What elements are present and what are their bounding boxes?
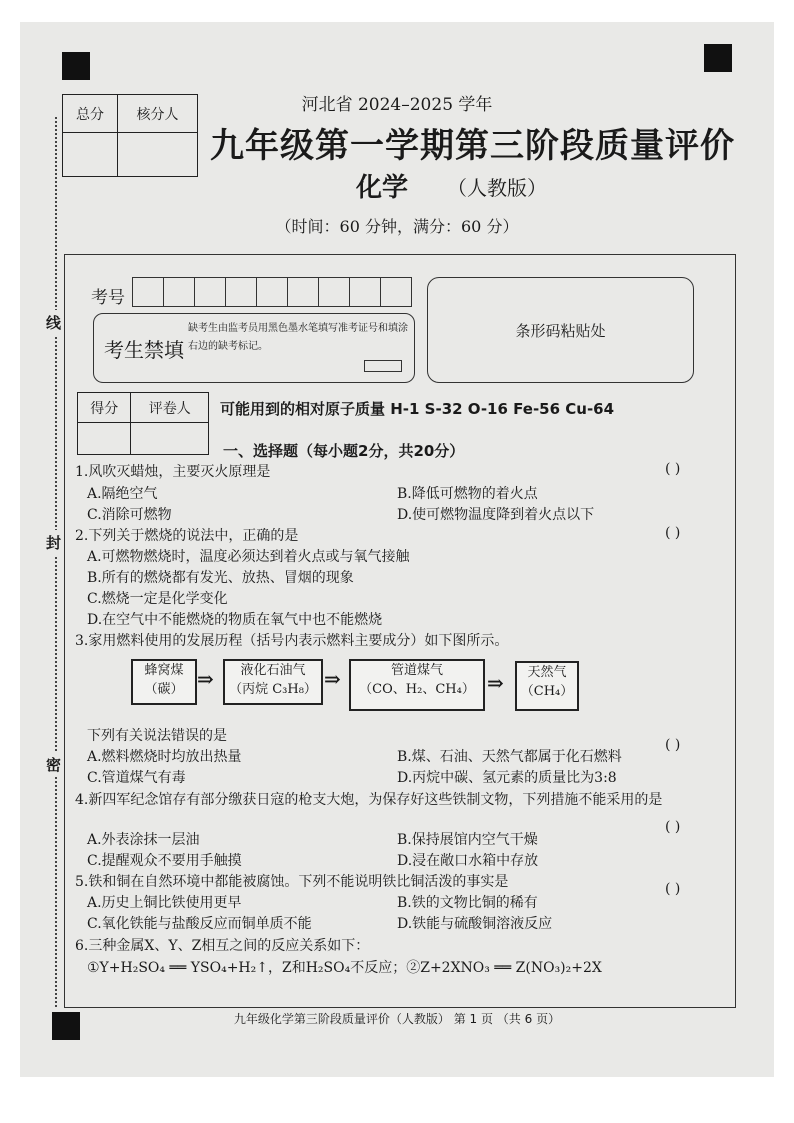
notice-title: 考生禁填 — [104, 338, 184, 362]
registration-mark-top-left — [62, 52, 90, 80]
q4-option-c: C.提醒观众不要用手触摸 — [87, 853, 242, 869]
digit-box[interactable] — [349, 277, 381, 307]
q3-sub-stem: 下列有关说法错误的是 — [87, 728, 227, 744]
registration-mark-top-right — [704, 44, 732, 72]
q1-answer-paren[interactable]: ( ) — [665, 461, 681, 477]
flow-arrow-icon: ⇒ — [197, 667, 214, 691]
q1-option-a: A.隔绝空气 — [87, 486, 158, 502]
score-checker-cell[interactable] — [118, 133, 198, 177]
digit-box[interactable] — [380, 277, 412, 307]
question-frame — [64, 254, 736, 1008]
flow-box-name: 天然气 — [527, 665, 567, 680]
exam-sheet — [20, 22, 774, 1077]
q6-reactions: ①Y+H₂SO₄ ══ YSO₄+H₂↑，Z和H₂SO₄不反应；②Z+2XNO₃ ══ Z(NO₃)₂+2X — [87, 960, 602, 976]
q5-option-a: A.历史上铜比铁使用更早 — [87, 895, 242, 911]
flow-box-honeycomb-coal — [131, 659, 197, 705]
score-checker-label: 核分人 — [118, 95, 198, 133]
q5-option-d: D.铁能与硫酸铜溶液反应 — [397, 916, 553, 932]
flow-box-formula: （丙烷 C₃H₈） — [229, 682, 317, 697]
q2-answer-paren[interactable]: ( ) — [665, 525, 681, 541]
exam-number-label: 考号 — [91, 288, 125, 308]
q4-stem: 4.新四军纪念馆存有部分缴获日寇的枪支大炮，为保存好这些铁制文物，下列措施不能采用的是 — [75, 792, 663, 808]
grader-score-cell[interactable] — [78, 423, 131, 455]
q2-option-a: A.可燃物燃烧时，温度必须达到着火点或与氧气接触 — [87, 549, 410, 565]
q1-option-c: C.消除可燃物 — [87, 507, 172, 523]
digit-box[interactable] — [256, 277, 288, 307]
flow-box-name: 液化石油气 — [240, 663, 306, 678]
q1-stem: 1.风吹灭蜡烛，主要灭火原理是 — [75, 464, 271, 480]
atomic-masses: 可能用到的相对原子质量 H-1 S-32 O-16 Fe-56 Cu-64 — [220, 400, 615, 418]
digit-box[interactable] — [163, 277, 195, 307]
page-footer: 九年级化学第三阶段质量评价（人教版） 第 1 页 （共 6 页） — [233, 1012, 561, 1026]
total-score-cell[interactable] — [63, 133, 118, 177]
binding-line — [55, 117, 57, 1007]
grader-score-label: 得分 — [78, 393, 131, 423]
q1-option-d: D.使可燃物温度降到着火点以下 — [397, 507, 595, 523]
flow-arrow-icon: ⇒ — [324, 667, 341, 691]
q3-option-b: B.煤、石油、天然气都属于化石燃料 — [397, 749, 622, 765]
q2-option-b: B.所有的燃烧都有发光、放热、冒烟的现象 — [87, 570, 354, 586]
grader-table — [77, 392, 209, 455]
notice-text: 缺考生由监考员用黑色墨水笔填写准考证号和填涂右边的缺考标记。 — [188, 323, 408, 352]
flow-box-lpg — [223, 659, 323, 705]
q3-option-c: C.管道煤气有毒 — [87, 770, 186, 786]
barcode-area — [427, 277, 694, 383]
q5-answer-paren[interactable]: ( ) — [665, 881, 681, 897]
barcode-label: 条形码粘贴处 — [515, 322, 606, 340]
q3-option-a: A.燃料燃烧时均放出热量 — [87, 749, 242, 765]
digit-box[interactable] — [225, 277, 257, 307]
flow-box-formula: （碳） — [144, 682, 184, 697]
binding-label-bottom: 密 — [46, 752, 61, 777]
candidate-notice-box — [93, 313, 415, 383]
edition-label: （人教版） — [447, 176, 547, 200]
q3-answer-paren[interactable]: ( ) — [665, 737, 681, 753]
digit-box[interactable] — [132, 277, 164, 307]
q2-stem: 2.下列关于燃烧的说法中，正确的是 — [75, 528, 299, 544]
absent-mark-box[interactable] — [364, 360, 402, 372]
exam-number-boxes[interactable] — [133, 277, 412, 307]
q4-answer-paren[interactable]: ( ) — [665, 819, 681, 835]
main-title: 九年级第一学期第三阶段质量评价 — [210, 126, 735, 166]
binding-label-top: 线 — [46, 310, 61, 335]
flow-box-formula: （CO、H₂、CH₄） — [359, 682, 475, 697]
subject-title: 化学 — [356, 173, 409, 203]
flow-box-natural-gas — [515, 661, 579, 711]
flow-box-name: 管道煤气 — [390, 663, 443, 678]
total-score-label: 总分 — [63, 95, 118, 133]
province-year: 河北省 2024–2025 学年 — [301, 95, 493, 115]
q4-option-b: B.保持展馆内空气干燥 — [397, 832, 538, 848]
q4-option-a: A.外表涂抹一层油 — [87, 832, 200, 848]
binding-label-middle: 封 — [46, 530, 61, 555]
time-score: （时间：60 分钟，满分：60 分） — [275, 217, 519, 236]
flow-box-formula: （CH₄） — [520, 684, 574, 699]
q5-option-b: B.铁的文物比铜的稀有 — [397, 895, 538, 911]
section-title: 一、选择题（每小题2分，共20分） — [223, 442, 465, 460]
grader-name-label: 评卷人 — [131, 393, 209, 423]
digit-box[interactable] — [194, 277, 226, 307]
q6-stem: 6.三种金属X、Y、Z相互之间的反应关系如下： — [75, 938, 370, 954]
q4-option-d: D.浸在敞口水箱中存放 — [397, 853, 539, 869]
q2-option-c: C.燃烧一定是化学变化 — [87, 591, 228, 607]
flow-box-name: 蜂窝煤 — [144, 663, 184, 678]
flow-arrow-icon: ⇒ — [487, 671, 504, 695]
q5-stem: 5.铁和铜在自然环境中都能被腐蚀。下列不能说明铁比铜活泼的事实是 — [75, 874, 509, 890]
q1-option-b: B.降低可燃物的着火点 — [397, 486, 538, 502]
flow-box-pipeline-gas — [349, 659, 485, 711]
q3-option-d: D.丙烷中碳、氢元素的质量比为3:8 — [397, 770, 617, 786]
q3-stem: 3.家用燃料使用的发展历程（括号内表示燃料主要成分）如下图所示。 — [75, 633, 509, 649]
q5-option-c: C.氧化铁能与盐酸反应而铜单质不能 — [87, 916, 312, 932]
grader-name-cell[interactable] — [131, 423, 209, 455]
digit-box[interactable] — [287, 277, 319, 307]
digit-box[interactable] — [318, 277, 350, 307]
q2-option-d: D.在空气中不能燃烧的物质在氧气中也不能燃烧 — [87, 612, 383, 628]
